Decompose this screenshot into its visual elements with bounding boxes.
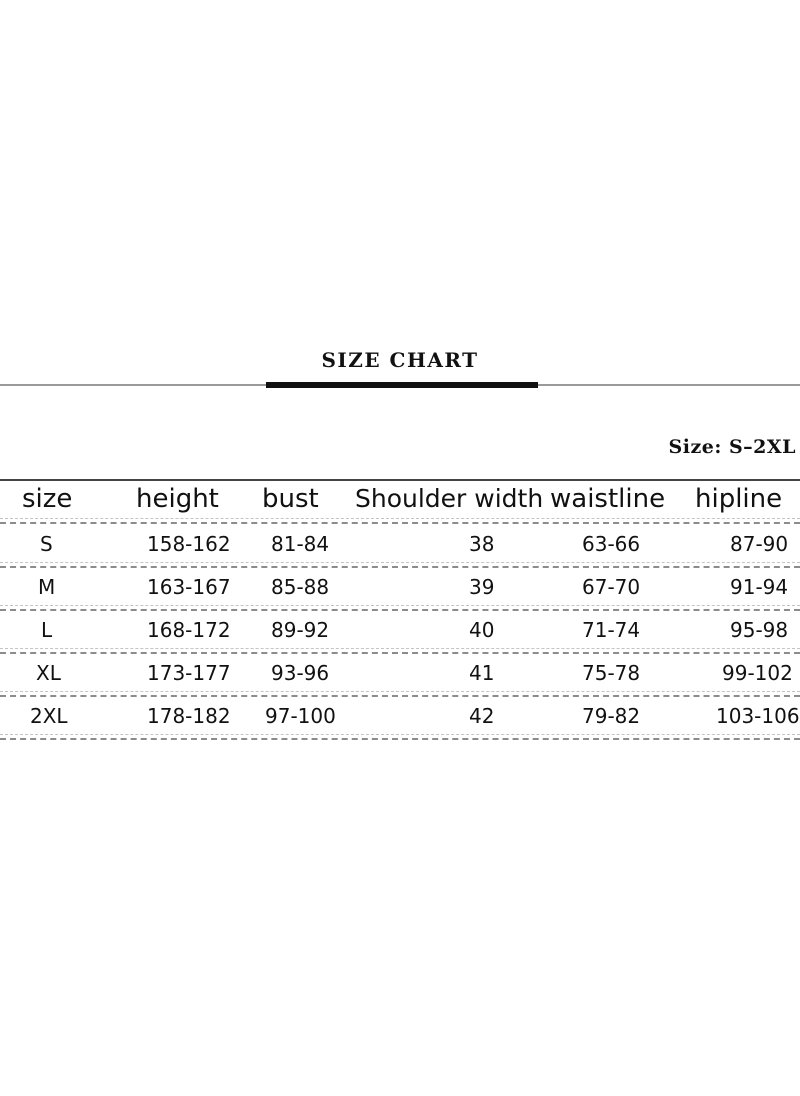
cell-waistline: 63-66 <box>582 532 641 556</box>
cell-height: 178-182 <box>147 704 231 728</box>
cell-waistline: 67-70 <box>582 575 641 599</box>
cell-bust: 81-84 <box>271 532 330 556</box>
cell-size: XL <box>36 661 61 685</box>
cell-height: 163-167 <box>147 575 231 599</box>
cell-height: 168-172 <box>147 618 231 642</box>
table-row <box>0 524 800 568</box>
cell-waistline: 71-74 <box>582 618 641 642</box>
table-row <box>0 610 800 654</box>
cell-waistline: 75-78 <box>582 661 641 685</box>
cell-size: M <box>38 575 56 599</box>
table-header-row <box>0 480 800 524</box>
header-bust: bust <box>262 484 319 514</box>
table-row <box>0 696 800 740</box>
cell-shoulder-width: 40 <box>469 618 495 642</box>
cell-shoulder-width: 38 <box>469 532 495 556</box>
table-row <box>0 653 800 697</box>
cell-waistline: 79-82 <box>582 704 641 728</box>
table-row <box>0 567 800 611</box>
title-underline <box>266 382 538 388</box>
cell-bust: 97-100 <box>265 704 336 728</box>
cell-bust: 89-92 <box>271 618 330 642</box>
header-height: height <box>136 484 219 514</box>
header-shoulder-width: Shoulder width <box>355 484 544 513</box>
header-size: size <box>22 484 73 514</box>
header-hipline: hipline <box>695 484 783 514</box>
cell-shoulder-width: 39 <box>469 575 495 599</box>
cell-height: 158-162 <box>147 532 231 556</box>
cell-hipline: 87-90 <box>730 532 789 556</box>
size-range-label: Size: S–2XL <box>668 436 796 458</box>
cell-size: L <box>41 618 53 642</box>
cell-size: S <box>40 532 53 556</box>
cell-bust: 85-88 <box>271 575 330 599</box>
cell-hipline: 103-106 <box>716 704 800 728</box>
cell-size: 2XL <box>30 704 68 728</box>
chart-title: SIZE CHART <box>321 348 479 372</box>
cell-bust: 93-96 <box>271 661 330 685</box>
cell-hipline: 99-102 <box>722 661 793 685</box>
header-waistline: waistline <box>550 484 666 514</box>
cell-shoulder-width: 41 <box>469 661 495 685</box>
cell-hipline: 95-98 <box>730 618 789 642</box>
cell-hipline: 91-94 <box>730 575 789 599</box>
cell-shoulder-width: 42 <box>469 704 495 728</box>
cell-height: 173-177 <box>147 661 231 685</box>
